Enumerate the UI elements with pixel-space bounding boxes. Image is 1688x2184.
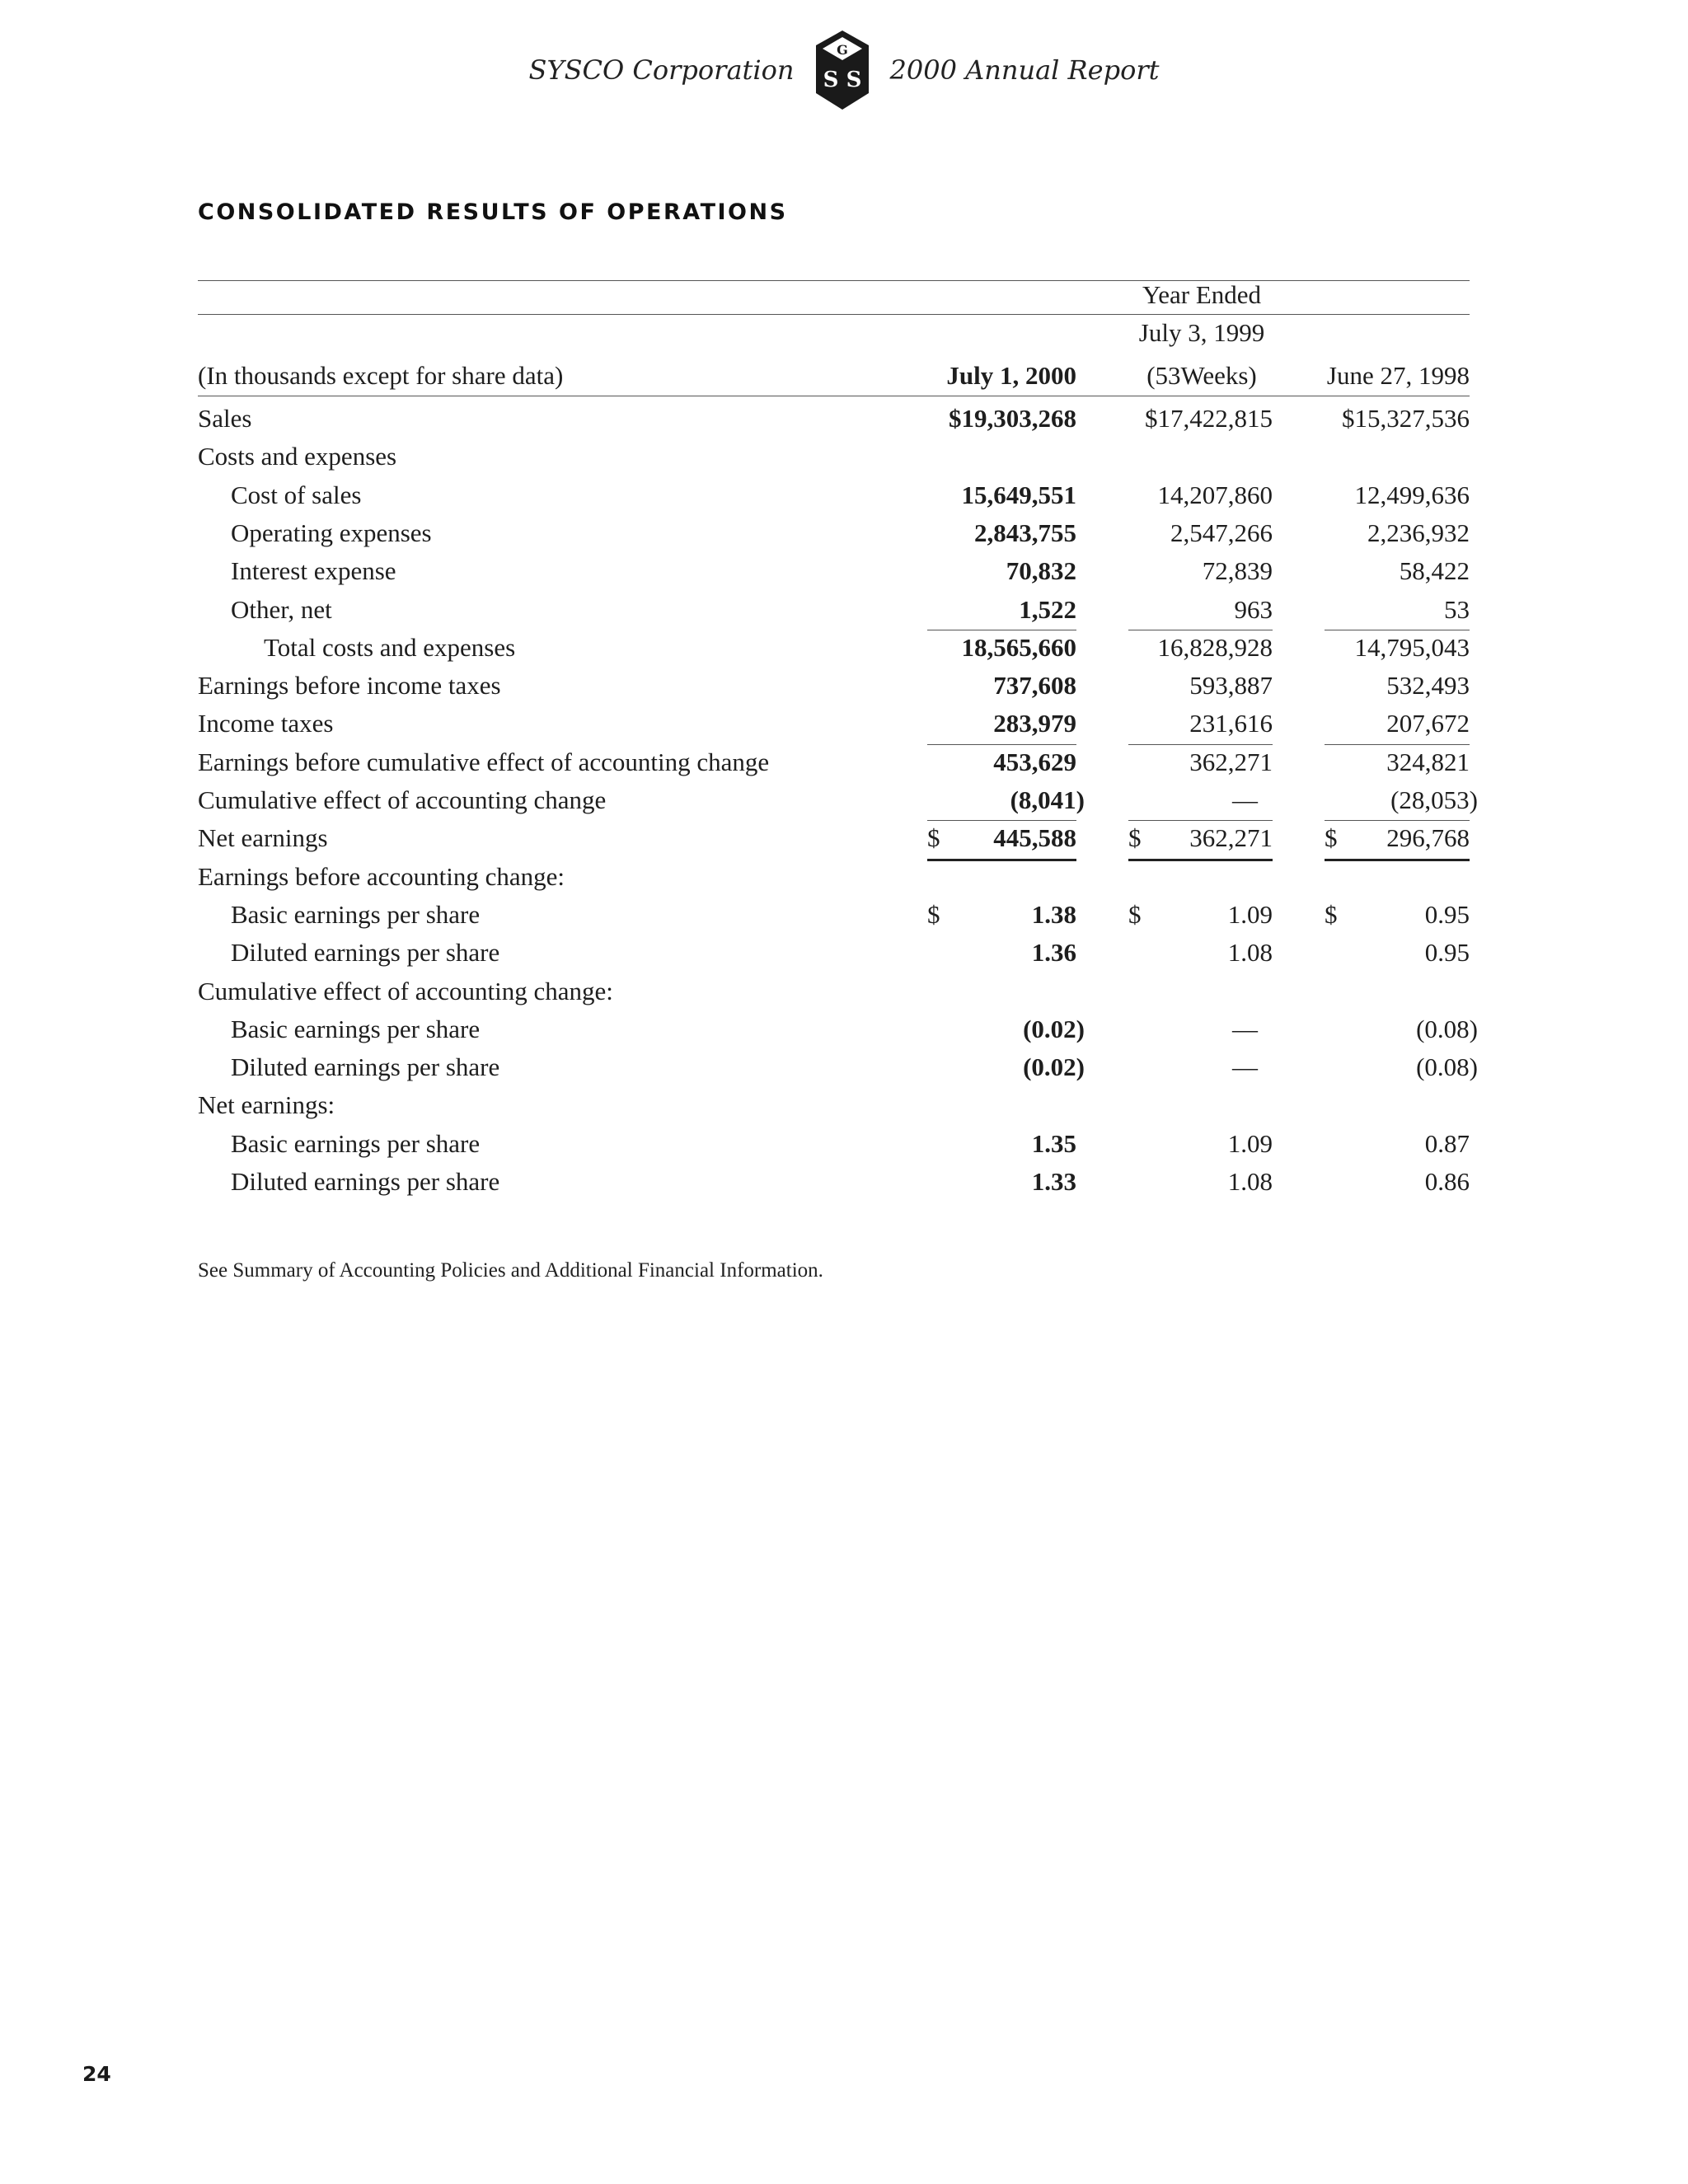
subtotal-rule (1128, 744, 1273, 745)
row-value: $17,422,815 (1145, 404, 1273, 433)
row-label: Operating expenses (231, 518, 432, 547)
row-label: Basic earnings per share (231, 1128, 481, 1158)
row-value: 14,207,860 (1157, 480, 1273, 509)
row-dollar-sign: $ (1325, 823, 1338, 853)
row-value: 593,887 (1189, 671, 1273, 701)
row-value: 2,843,755 (974, 518, 1076, 547)
row-value: 70,832 (1006, 556, 1076, 586)
row-dollar-sign: $ (927, 899, 940, 929)
total-double-rule (1325, 859, 1470, 861)
row-label: Net earnings: (198, 1090, 335, 1120)
row-value: 2,236,932 (1367, 518, 1470, 547)
row-value: 453,629 (993, 747, 1076, 776)
row-dollar-sign: $ (1128, 823, 1142, 853)
row-value: 1.36 (1031, 938, 1076, 968)
row-label: Net earnings (198, 823, 328, 853)
row-value: 53 (1444, 594, 1470, 624)
row-value: — (1232, 785, 1258, 814)
row-value: 362,271 (1189, 747, 1273, 776)
column-header-1: July 1, 2000 (946, 361, 1076, 390)
row-label: Income taxes (198, 709, 334, 738)
row-label: Earnings before cumulative effect of accounting change (198, 747, 770, 776)
total-double-rule (1128, 859, 1273, 861)
row-value: $15,327,536 (1342, 404, 1470, 433)
row-label: Sales (198, 404, 252, 433)
row-value: 12,499,636 (1354, 480, 1470, 509)
row-value: 72,839 (1202, 556, 1273, 586)
row-dollar-sign: $ (1128, 899, 1142, 929)
row-label: Diluted earnings per share (231, 938, 500, 968)
row-value: 58,422 (1399, 556, 1470, 586)
row-label: Basic earnings per share (231, 899, 481, 929)
group-header: Year Ended (1142, 280, 1262, 309)
units-label: (In thousands except for share data) (198, 361, 564, 390)
subtotal-rule (1325, 820, 1470, 821)
row-value: 737,608 (993, 671, 1076, 701)
row-value: (0.08) (1416, 1014, 1478, 1043)
row-label: Diluted earnings per share (231, 1167, 500, 1196)
row-value: 16,828,928 (1157, 632, 1273, 662)
row-value: 963 (1234, 594, 1273, 624)
row-value: 1,522 (1019, 594, 1076, 624)
row-value: 1.09 (1227, 899, 1273, 929)
total-double-rule (927, 859, 1076, 861)
table-top-rule (198, 280, 1470, 281)
row-value: 1.38 (1031, 899, 1076, 929)
row-value: 15,649,551 (961, 480, 1076, 509)
row-value: 283,979 (993, 709, 1076, 738)
row-label: Cost of sales (231, 480, 362, 509)
column-header-2-line1: July 3, 1999 (1138, 318, 1265, 347)
row-value: (8,041) (1010, 785, 1085, 814)
row-label: Earnings before accounting change: (198, 861, 565, 891)
footnote: See Summary of Accounting Policies and Additional Financial Information. (198, 1259, 823, 1282)
subtotal-rule (1325, 744, 1470, 745)
row-value: 1.09 (1227, 1128, 1273, 1158)
row-value: 207,672 (1386, 709, 1470, 738)
row-label: Total costs and expenses (264, 632, 516, 662)
row-value: 18,565,660 (961, 632, 1076, 662)
svg-text:G: G (836, 42, 848, 58)
group-header-rule (198, 314, 1470, 315)
row-value: 231,616 (1189, 709, 1273, 738)
page-header (0, 25, 1688, 115)
row-label: Cumulative effect of accounting change (198, 785, 607, 814)
header-company-name: SYSCO Corporation (528, 54, 795, 86)
column-header-2-line2: (53Weeks) (1146, 361, 1257, 390)
row-value: 0.95 (1424, 938, 1470, 968)
subtotal-rule (1128, 820, 1273, 821)
row-label: Costs and expenses (198, 442, 397, 471)
row-value: (0.02) (1023, 1014, 1085, 1043)
page-title: CONSOLIDATED RESULTS OF OPERATIONS (198, 199, 788, 225)
row-value: $19,303,268 (949, 404, 1076, 433)
svg-text:S: S (846, 68, 861, 92)
row-value: (0.02) (1023, 1052, 1085, 1082)
row-value: (28,053) (1390, 785, 1478, 814)
row-label: Other, net (231, 594, 332, 624)
page-number: 24 (82, 2062, 111, 2086)
row-value: 0.95 (1424, 899, 1470, 929)
column-header-3: June 27, 1998 (1326, 361, 1470, 390)
row-dollar-sign: $ (927, 823, 940, 853)
row-label: Basic earnings per share (231, 1014, 481, 1043)
row-value: 0.87 (1424, 1128, 1470, 1158)
row-value: 1.08 (1227, 1167, 1273, 1196)
row-value: 1.33 (1031, 1167, 1076, 1196)
row-value: 2,547,266 (1170, 518, 1273, 547)
row-value: 1.35 (1031, 1128, 1076, 1158)
sysco-logo-icon (814, 29, 870, 111)
subtotal-rule (927, 744, 1076, 745)
row-value: — (1232, 1014, 1258, 1043)
row-label: Interest expense (231, 556, 396, 586)
row-value: 445,588 (993, 823, 1076, 853)
row-value: 14,795,043 (1354, 632, 1470, 662)
row-label: Cumulative effect of accounting change: (198, 976, 613, 1005)
row-value: 296,768 (1386, 823, 1470, 853)
subtotal-rule (927, 820, 1076, 821)
row-value: 1.08 (1227, 938, 1273, 968)
row-label: Earnings before income taxes (198, 671, 501, 701)
svg-text:S: S (823, 68, 838, 92)
row-label: Diluted earnings per share (231, 1052, 500, 1082)
row-value: 532,493 (1386, 671, 1470, 701)
row-value: (0.08) (1416, 1052, 1478, 1082)
row-value: — (1232, 1052, 1258, 1082)
header-report-name: 2000 Annual Report (889, 54, 1160, 86)
row-value: 0.86 (1424, 1167, 1470, 1196)
row-value: 362,271 (1189, 823, 1273, 853)
row-value: 324,821 (1386, 747, 1470, 776)
row-dollar-sign: $ (1325, 899, 1338, 929)
